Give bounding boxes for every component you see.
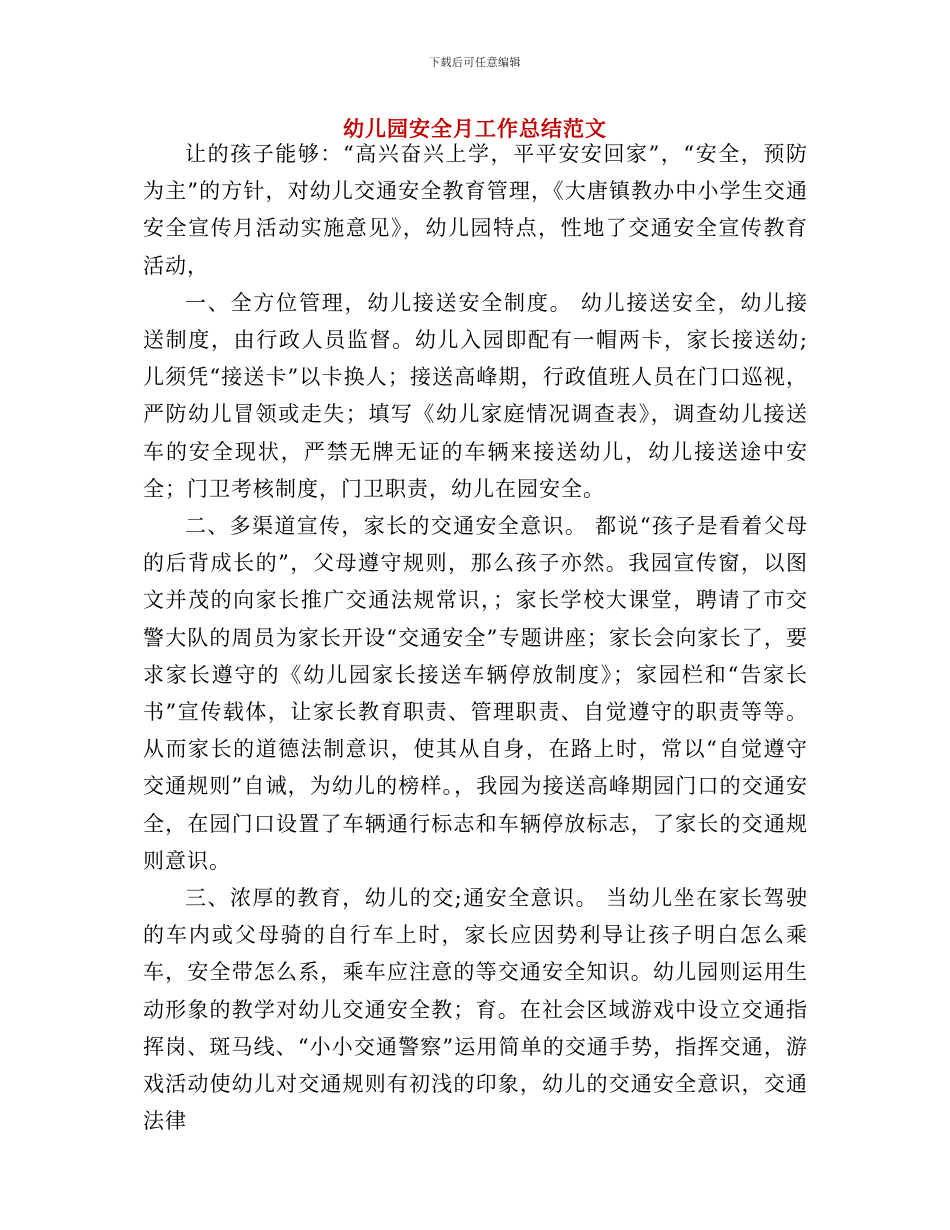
paragraph-section-2: 二、多渠道宣传，家长的交通安全意识。 都说“孩子是看着父母的后背成长的”，父母遵守规则，那么孩子亦然。我园宣传窗，以图文并茂的向家长推广交通法规常识，；家长学校大课堂，聘请了市交警大队的周员为家长开设“交通安全”专题讲座；家长会向家长了，要求家长遵守的《幼儿园家长接送车辆停放制度》；家园栏和“告家长书”宣传载体，让家长教育职责、管理职责、自觉遵守的职责等等。从而家长的道德法制意识，使其从自身，在路上时，常以“自觉遵守交通规则”自诫，为幼儿的榜样。，我园为接送高峰期园门口的交通安全，在园门口设置了车辆通行标志和车辆停放标志，了家长的交通规则意识。 [143,514,808,873]
paragraph-section-1: 一、全方位管理，幼儿接送安全制度。 幼儿接送安全，幼儿接送制度，由行政人员监督。幼儿入园即配有一帽两卡，家长接送幼;儿须凭“接送卡”以卡换人；接送高峰期，行政值班人员在门口巡视，严防幼儿冒领或走失；填写《幼儿家庭情况调查表》，调查幼儿接送车的安全现状，严禁无牌无证的车辆来接送幼儿，幼儿接送途中安全；门卫考核制度，门卫职责，幼儿在园安全。 [143,290,808,501]
paragraph-intro: 让的孩子能够：“高兴奋兴上学，平平安安回家”，“安全，预防为主”的方针，对幼儿交通安全教育管理，《大唐镇教办中小学生交通安全宣传月活动实施意见》，幼儿园特点，性地了交通安全宣传教育活动， [143,142,808,278]
header-note: 下载后可任意编辑 [429,56,521,69]
document-title: 幼儿园安全月工作总结范文 [343,117,607,141]
paragraph-section-3: 三、浓厚的教育，幼儿的交;通安全意识。 当幼儿坐在家长驾驶的车内或父母骑的自行车上时，家长应因势利导让孩子明白怎么乘车，安全带怎么系，乘车应注意的等交通安全知识。幼儿园则运用生动形象的教学对幼儿交通安全教；育。在社会区域游戏中设立交通指挥岗、斑马线、“小小交通警察”运用简单的交通手势，指挥交通，游戏活动使幼儿对交通规则有初浅的印象，幼儿的交通安全意识，交通法律 [143,886,808,1134]
document-body [143,136,808,1140]
